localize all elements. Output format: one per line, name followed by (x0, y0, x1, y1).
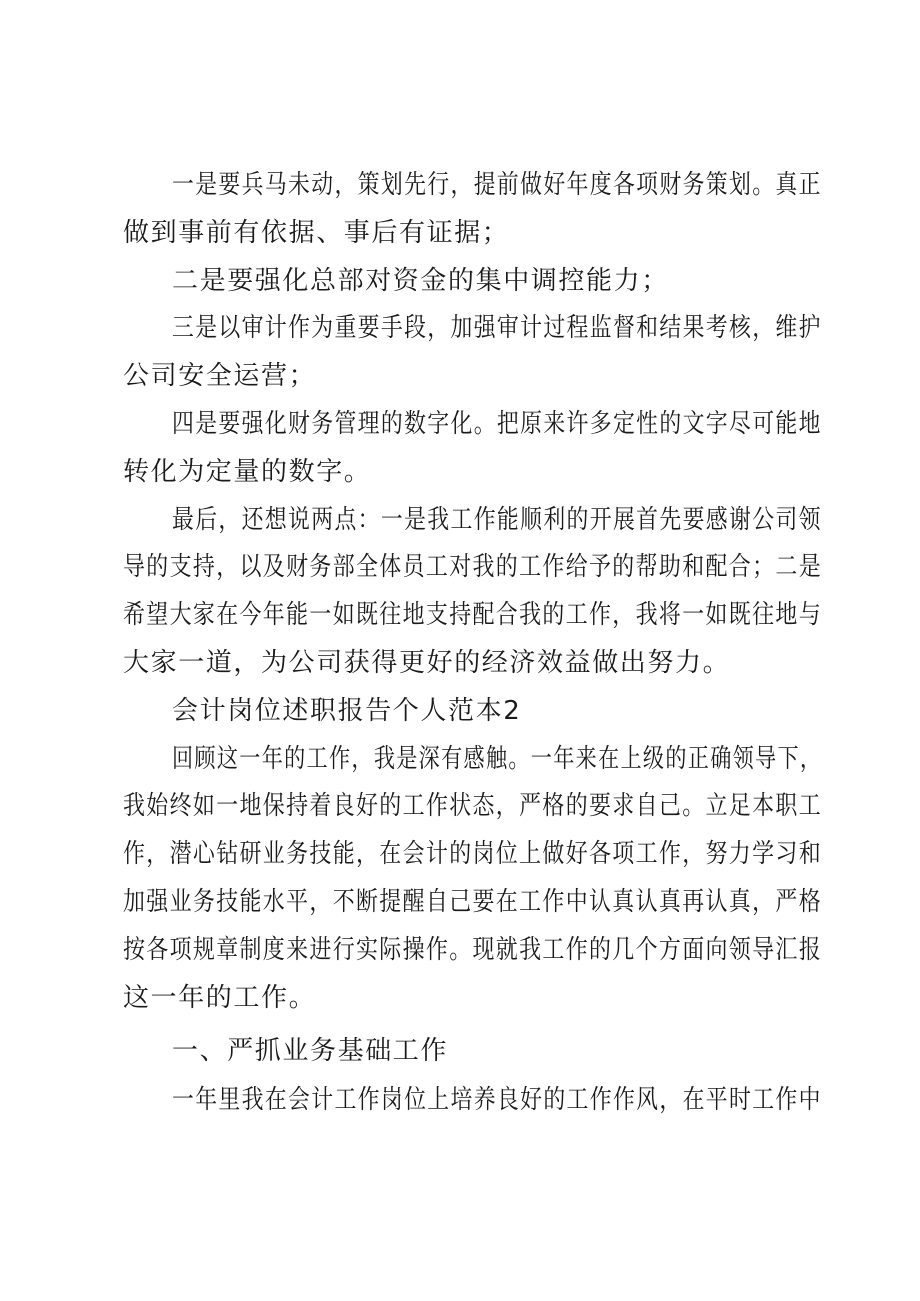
text-line: 最后，还想说两点：一是我工作能顺利的开展首先要感谢公司领 (172, 505, 822, 535)
text-line: 加强业务技能水平，不断提醒自己要在工作中认真认真再认真，严格 (123, 887, 823, 917)
text-line: 我始终如一地保持着良好的工作状态，严格的要求自己。立足本职工 (123, 791, 823, 821)
text-line: 转化为定量的数字。 (123, 457, 372, 487)
section-heading: 会计岗位述职报告个人范本2 (172, 696, 522, 726)
text-line: 这一年的工作。 (123, 983, 317, 1013)
text-line: 一年里我在会计工作岗位上培养良好的工作作风，在平时工作中 (172, 1085, 822, 1115)
text-line: 三是以审计作为重要手段，加强审计过程监督和结果考核，维护 (172, 313, 822, 343)
text-line: 公司安全运营； (123, 361, 317, 391)
text-line: 导的支持，以及财务部全体员工对我的工作给予的帮助和配合；二是 (123, 552, 823, 582)
text-line: 一是要兵马未动，策划先行，提前做好年度各项财务策划。真正 (172, 170, 822, 200)
text-line: 大家一道，为公司获得更好的经济效益做出努力。 (123, 648, 731, 678)
text-line: 作，潜心钻研业务技能，在会计的岗位上做好各项工作，努力学习和 (123, 839, 823, 869)
text-line: 四是要强化财务管理的数字化。把原来许多定性的文字尽可能地 (172, 409, 822, 439)
text-line: 希望大家在今年能一如既往地支持配合我的工作，我将一如既往地与 (123, 600, 823, 630)
text-line: 二是要强化总部对资金的集中调控能力； (172, 266, 669, 296)
subsection-heading: 一、严抓业务基础工作 (172, 1036, 449, 1066)
text-line: 回顾这一年的工作，我是深有感触。一年来在上级的正确领导下， (172, 744, 823, 774)
text-line: 做到事前有依据、事后有证据； (123, 218, 510, 248)
text-line: 按各项规章制度来进行实际操作。现就我工作的几个方面向领导汇报 (123, 935, 823, 965)
